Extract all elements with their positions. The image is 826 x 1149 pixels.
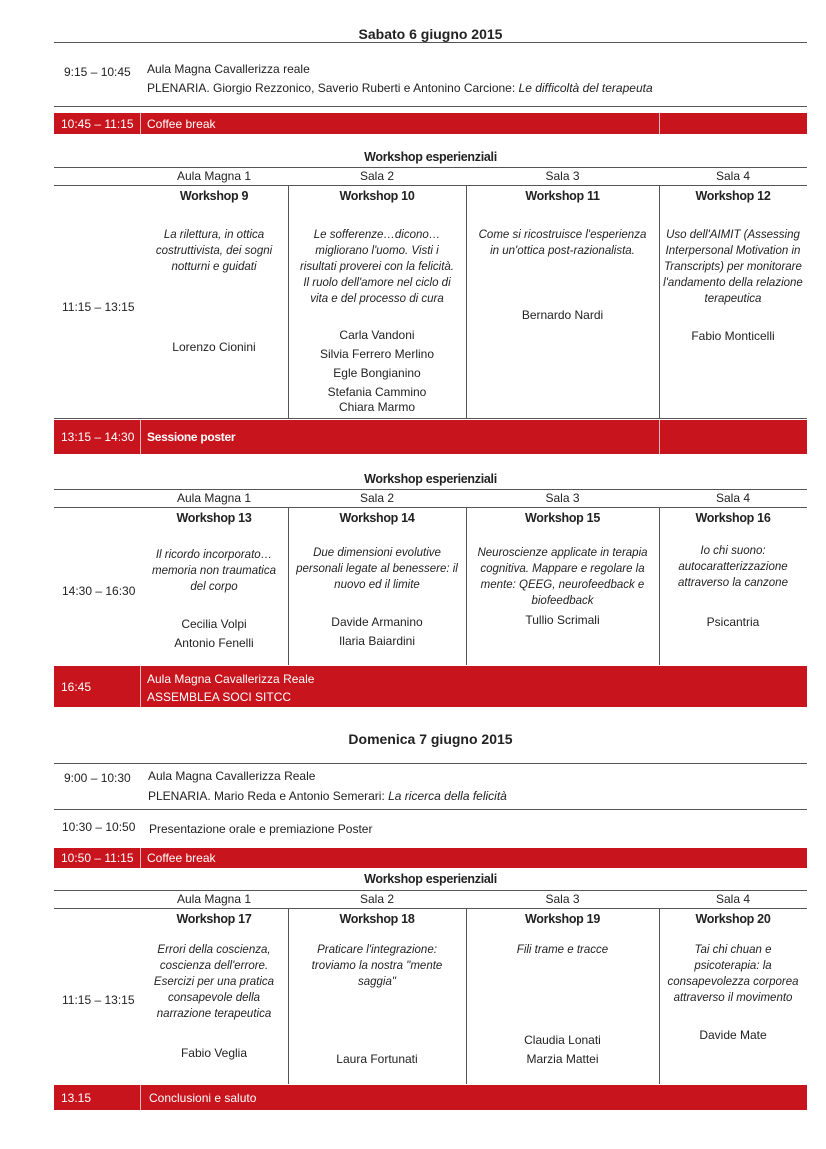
assembly-row	[54, 666, 807, 707]
coffee-label: Coffee break	[147, 116, 216, 131]
workshop-cell	[466, 511, 659, 630]
day1-title: Sabato 6 giugno 2015	[358, 26, 503, 42]
workshop-person: Fabio Monticelli	[691, 329, 775, 343]
room-label: Sala 3	[545, 491, 580, 505]
block-header: Workshop esperienziali	[364, 150, 497, 164]
workshop-title: Uso dell'AIMIT (Assessing Interpersonal Motivation in Transcripts) per monitorare l'andamento della relazione terapeutica	[663, 229, 803, 305]
assembly-time: 16:45	[61, 679, 92, 694]
workshop-cell	[659, 511, 807, 632]
workshop-cell	[466, 912, 659, 1069]
workshop-name: Workshop 12	[695, 189, 771, 203]
workshop-title: Due dimensioni evolutive personali legate al benessere: il nuovo ed il limite	[296, 547, 458, 591]
presentation-time: 10:30 – 10:50	[62, 820, 136, 834]
workshop-cell	[288, 189, 466, 417]
workshop-name: Workshop 19	[525, 912, 600, 926]
poster-label: Sessione poster	[147, 430, 236, 444]
workshop-name: Workshop 16	[695, 511, 771, 525]
workshop-person: Ilaria Baiardini	[338, 634, 416, 648]
plenary-place: Aula Magna Cavallerizza reale	[147, 62, 310, 76]
workshop-title: Fili trame e tracce	[516, 944, 609, 956]
workshop-name: Workshop 13	[176, 511, 252, 525]
plenary-time: 9:00 – 10:30	[64, 771, 131, 785]
coffee-break-row	[54, 113, 807, 134]
workshop-cell	[140, 912, 288, 1063]
workshop-cell	[659, 189, 807, 346]
workshop-title: Le sofferenze…dicono… migliorano l'uomo. Visti i risultati proverei con la felicità. Il ruolo dell'amore nel ciclo di vita e del processo di cura	[299, 229, 455, 305]
room-label: Sala 2	[359, 892, 395, 906]
room-label: Sala 3	[545, 169, 580, 183]
workshop-title: Tai chi chuan e psicoterapia: la consapevolezza corporea attraverso il movimento	[667, 944, 799, 1004]
workshop-person: Davide Mate	[699, 1028, 767, 1042]
block-time: 14:30 – 16:30	[62, 584, 136, 598]
poster-time: 13:15 – 14:30	[61, 430, 135, 444]
workshop-person: Bernardo Nardi	[521, 308, 604, 322]
workshop-cell	[140, 189, 288, 357]
workshop-title: Il ricordo incorporato…memoria non traumatica del corpo	[152, 549, 276, 593]
workshop-cell	[288, 511, 466, 651]
workshop-person: Davide Armanino	[331, 615, 423, 629]
room-label: Aula Magna 1	[176, 491, 252, 505]
plenary-desc: PLENARIA. Giorgio Rezzonico, Saverio Ruberti e Antonino Carcione: Le difficoltà del terapeuta	[147, 81, 653, 95]
workshop-person: Cecilia Volpi	[181, 617, 247, 631]
closing-time: 13.15	[61, 1090, 92, 1105]
workshop-name: Workshop 11	[525, 189, 600, 203]
coffee-time: 10:50 – 11:15	[61, 851, 134, 865]
closing-row	[54, 1085, 807, 1110]
room-label: Aula Magna 1	[176, 169, 252, 183]
divider	[54, 42, 807, 43]
assembly-place: Aula Magna Cavallerizza Reale	[147, 672, 315, 686]
plenary-place: Aula Magna Cavallerizza Reale	[148, 769, 316, 783]
workshop-person: Carla Vandoni	[339, 328, 415, 342]
workshop-title: Come si ricostruisce l'esperienza in un'ottica post-razionalista.	[478, 229, 647, 257]
assembly-label: ASSEMBLEA SOCI SITCC	[147, 690, 292, 704]
workshop-person: Psicantria	[706, 615, 760, 629]
room-label: Sala 4	[715, 169, 751, 183]
block-time: 11:15 – 13:15	[62, 300, 135, 314]
day2-title: Domenica 7 giugno 2015	[348, 731, 513, 747]
workshop-title: La rilettura, in ottica costruttivista, dei sogni notturni e guidati	[155, 229, 273, 273]
block-header: Workshop esperienziali	[364, 472, 497, 486]
workshop-person: Laura Fortunati	[336, 1052, 418, 1066]
room-label: Sala 2	[359, 491, 395, 505]
workshop-person: Tullio Scrimali	[525, 613, 600, 627]
room-label: Sala 2	[359, 169, 395, 183]
workshop-person: Lorenzo Cionini	[172, 340, 256, 354]
workshop-name: Workshop 9	[179, 189, 249, 203]
plenary-desc: PLENARIA. Mario Reda e Antonio Semerari: La ricerca della felicità	[148, 789, 507, 803]
coffee-label: Coffee break	[147, 851, 216, 865]
workshop-person: Antonio Fenelli	[174, 636, 254, 650]
workshop-name: Workshop 10	[339, 189, 415, 203]
workshop-title: Neuroscienze applicate in terapia cognitiva. Mappare e regolare la mente: QEEG, neurofeedback e biofeedback	[477, 547, 648, 607]
room-label: Sala 3	[545, 892, 580, 906]
workshop-name: Workshop 14	[339, 511, 415, 525]
block-time: 11:15 – 13:15	[62, 993, 135, 1007]
poster-session-row	[54, 420, 807, 454]
workshop-title: Praticare l'integrazione: troviamo la nostra "mente saggia"	[311, 944, 443, 988]
workshop-person: Fabio Veglia	[180, 1046, 248, 1060]
workshop-name: Workshop 18	[339, 912, 415, 926]
workshop-title: Errori della coscienza, coscienza dell'errore. Esercizi per una pratica consapevole della narrazione terapeutica	[153, 944, 275, 1020]
block-header: Workshop esperienziali	[364, 872, 497, 886]
workshop-person: Chiara Marmo	[338, 400, 416, 414]
room-label: Aula Magna 1	[176, 892, 252, 906]
workshop-person: Claudia Lonati	[524, 1033, 601, 1047]
presentation-label: Presentazione orale e premiazione Poster	[149, 822, 373, 836]
workshop-name: Workshop 15	[525, 511, 600, 525]
room-label: Sala 4	[715, 491, 751, 505]
workshop-person: Silvia Ferrero Merlino	[319, 347, 435, 361]
workshop-name: Workshop 17	[176, 912, 252, 926]
workshop-cell	[466, 189, 659, 325]
coffee-break-row	[54, 848, 807, 868]
coffee-time: 10:45 – 11:15	[61, 116, 134, 131]
workshop-cell	[659, 912, 807, 1045]
workshop-person: Marzia Mattei	[526, 1052, 599, 1066]
closing-label: Conclusioni e saluto	[149, 1090, 257, 1105]
plenary-time: 9:15 – 10:45	[64, 65, 131, 79]
workshop-person: Stefania Cammino	[327, 385, 427, 399]
workshop-person: Egle Bongianino	[333, 366, 421, 380]
room-label: Sala 4	[715, 892, 751, 906]
workshop-name: Workshop 20	[695, 912, 771, 926]
workshop-title: Io chi suono: autocaratterizzazione attraverso la canzone	[678, 545, 788, 589]
workshop-cell	[288, 912, 466, 1069]
workshop-cell	[140, 511, 288, 653]
